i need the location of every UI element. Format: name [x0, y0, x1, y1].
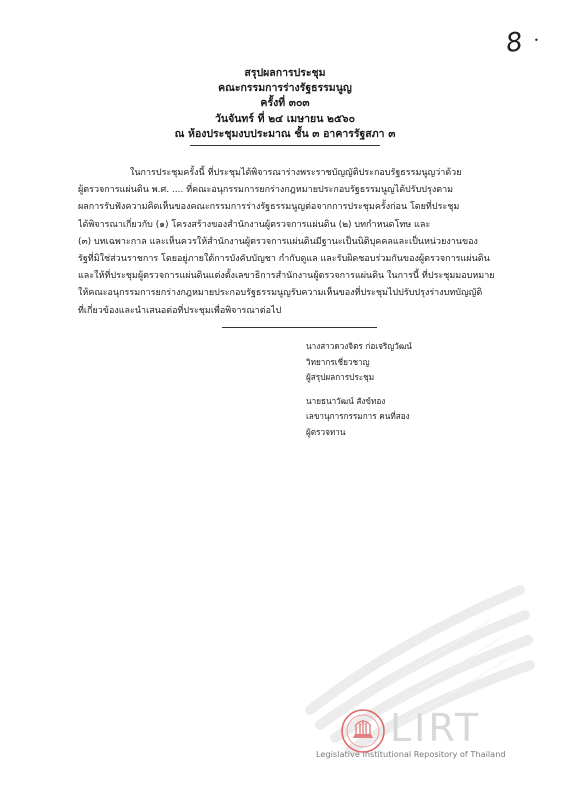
- body-line: (๓) บทเฉพาะกาล และเห็นควรให้สำนักงานผู้ตรวจการแผ่นดินมีฐานะเป็นนิติบุคคลและเป็นหน่วยงานของ: [78, 236, 478, 247]
- body-line: ผลการรับฟังความคิดเห็นของคณะกรรมการร่างรัฐธรรมนูญต่อจากการประชุมครั้งก่อน โดยที่ประชุม: [78, 202, 460, 213]
- lirt-tagline: Legislative Institutional Repository of Thailand: [316, 749, 506, 759]
- body-line: ได้พิจารณาเกี่ยวกับ (๑) โครงสร้างของสำนักงานผู้ตรวจการแผ่นดิน (๒) บทกำหนดโทษ และ: [78, 219, 431, 230]
- signature-block-summarizer: [306, 339, 526, 386]
- parliament-seal-icon: [338, 708, 388, 754]
- signature-block-reviewer: [306, 394, 526, 441]
- signature-section: [306, 339, 526, 448]
- body-text: [78, 165, 498, 320]
- header-venue: ณ ห้องประชุมงบประมาณ ชั้น ๓ อาคารรัฐสภา ๓: [174, 127, 396, 140]
- signer-position: วิทยากรเชี่ยวชาญ: [306, 356, 370, 367]
- header-divider: [190, 145, 380, 146]
- signer-position: เลขานุการกรรมการ คนที่สอง: [306, 411, 410, 421]
- body-line: ผู้ตรวจการแผ่นดิน พ.ศ. .... ที่คณะอนุกรรมการยกร่างกฎหมายประกอบรัฐธรรมนูญได้ปรับปรุงตาม: [78, 185, 454, 196]
- signer-role: ผู้สรุปผลการประชุม: [306, 372, 375, 382]
- body-divider: [222, 327, 377, 328]
- header-title: สรุปผลการประชุม: [244, 67, 326, 79]
- lirt-logo-letters: LIRT: [390, 706, 482, 750]
- body-line: ที่เกี่ยวข้องและนำเสนอต่อที่ประชุมเพื่อพิจารณาต่อไป: [78, 305, 282, 316]
- signer-name: นายธนาวัฒน์ สังข์ทอง: [306, 395, 386, 406]
- document-header: [120, 66, 450, 142]
- header-session: ครั้งที่ ๓๐๓: [260, 97, 310, 110]
- page-number-mark: •: [534, 36, 539, 45]
- handwritten-page-number: 8: [503, 26, 525, 60]
- lirt-logo: [390, 706, 481, 750]
- header-committee: คณะกรรมการร่างรัฐธรรมนูญ: [218, 82, 352, 95]
- body-line: ให้คณะอนุกรรมการยกร่างกฎหมายประกอบรัฐธรรมนูญรับความเห็นของที่ประชุมไปปรับปรุงร่างบทบัญญัติ: [78, 288, 483, 299]
- header-date: วันจันทร์ ที่ ๒๔ เมษายน ๒๕๖๐: [215, 112, 355, 125]
- signer-name: นางสาวดวงจิตร ก่อเจริญวัฒน์: [306, 341, 412, 351]
- signer-role: ผู้ตรวจทาน: [306, 426, 346, 437]
- body-line: ในการประชุมครั้งนี้ ที่ประชุมได้พิจารณาร่างพระราชบัญญัติประกอบรัฐธรรมนูญว่าด้วย: [130, 168, 462, 178]
- body-line: และให้ที่ประชุมผู้ตรวจการแผ่นดินแต่งตั้งเลขาธิการสำนักงานผู้ตรวจการแผ่นดิน ในการนี้ ที่ประชุมมอบหมาย: [78, 271, 495, 282]
- body-line: รัฐที่มิใช่ส่วนราชการ โดยอยู่ภายใต้การบังคับบัญชา กำกับดูแล และรับผิดชอบร่วมกันของผู้ตรวจการแผ่นดิน: [78, 254, 490, 265]
